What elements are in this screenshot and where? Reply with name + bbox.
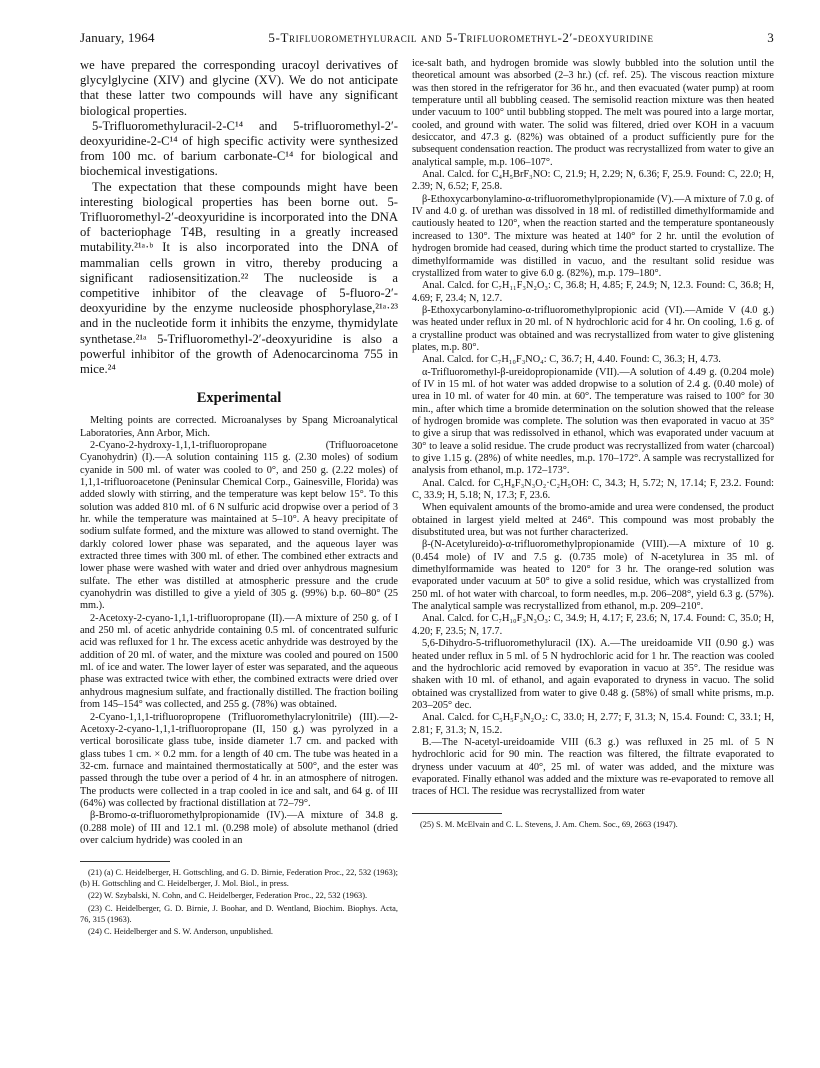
intro-paragraph: we have prepared the corresponding uracoyl derivatives of glycylglycine (XIV) and glycine (XV). We do not anticipate that these latter two compounds will have any significant biological properties. <box>80 58 398 118</box>
footnote-divider <box>412 813 502 814</box>
intro-paragraph: The expectation that these compounds might have been interesting biological properties has been borne out. 5-Trifluoromethyl-2′-deoxyuridine is incorporated into the DNA of bacteriophage T4B, resulting in a greatly increased mutability.²¹ᵃ·ᵇ It is also incorporated into the DNA of mammalian cells grown in vitro, thereby producing a significant radiosensitization.²² The nucleoside is a competitive inhibitor of the cleavage of 5-fluoro-2′-deoxyuridine by the enzyme nucleoside phosphorylase,²¹ᵃ·²³ and in the nucleotide form it inhibits the enzyme, thymidylate synthetase.²¹ᵃ 5-Trifluoromethyl-2′-deoxyuridine is also a powerful inhibitor of the growth of Adenocarcinoma 755 in mice.²⁴ <box>80 179 398 377</box>
footnote: (21) (a) C. Heidelberger, H. Gottschling, and G. D. Birnie, Federation Proc., 22, 532 (1963); (b) H. Gottschling and C. Heidelberger, J. Mol. Biol., in press. <box>80 868 398 888</box>
body-paragraph: 2-Cyano-2-hydroxy-1,1,1-trifluoropropane (Trifluoroacetone Cyanohydrin) (I).—A solution containing 115 g. (2.30 moles) of sodium cyanide in 500 ml. of water was cooled to 0°, and 250 g. (2.22 moles) of 1,1,1-trifluoroacetone (Peninsular Chemical Corp., Gainesville, Florida) was added slowly with stirring, and the temperature was kept below 15°. To this solution was added 810 ml. of 6 N sulfuric acid dropwise over a period of 3 hr. while the temperature was maintained at 5–10°. A heavy precipitate of sodium sulfate formed, and the mixture was allowed to stand overnight. The darkly colored lower phase was separated, and the aqueous layer was extracted three times with 300 ml. of ether. The combined ether extracts and lower phase were washed with water and dried over anhydrous magnesium sulfate. The ether was distilled at atmospheric pressure and the crude cyanohydrin was distilled to give a yield of 305 g. (99%) b.p. 60–80° (25 mm.). <box>80 439 398 612</box>
analysis-line: Anal. Calcd. for C₇H₁₀F₃NO₄: C, 36.7; H, 4.40. Found: C, 36.3; H, 4.73. <box>422 354 721 366</box>
page-number: 3 <box>767 30 774 45</box>
body-paragraph: β-Bromo-α-trifluoromethylpropionamide (IV).—A mixture of 34.8 g. (0.288 mole) of III and 12.1 ml. (0.298 mole) of absolute methanol (dried over calcium hydride) was cooled in an <box>80 810 398 846</box>
footnote-divider <box>80 861 170 862</box>
body-paragraph: B.—The N-acetyl-ureidoamide VIII (6.3 g.) was refluxed in 25 ml. of 5 N hydrochloric acid for 90 min. The reaction was filtered, the filtrate evaporated to dryness under vacuum at 40°, 25 ml. of water was added, and the mixture was evaporated. Finally ethanol was added and the mixture was re-evaporated to remove all traces of HCl. The residue was recrystallized from water <box>412 736 774 798</box>
analysis-line: Anal. Calcd. for C₅H₈F₃N₃O₂·C₂H₅OH: C, 34.3; H, 5.72; N, 17.14; F, 23.2. Found: C, 33.9; H, 5.18; N, 17.3; F, 23.6. <box>412 477 774 502</box>
body-paragraph: β-(N-Acetylureido)-α-trifluoromethylpropionamide (VIII).—A mixture of 10 g. (0.454 mole) of IV and 7.5 g. (0.735 mole) of N-acetylurea in 35 ml. of dimethylformamide was heated to 120° for 3 hr. The orange-red solution was evaporated under vacuum at 50° to give a solid residue, which was crystallized from 250 ml. of hot water with charcoal, to form needles, m.p. 206–208°, yield 6.3 g. (57%). The analytical sample was recrystallized from ethanol, m.p. 209–210°. <box>412 539 774 613</box>
body-paragraph: β-Ethoxycarbonylamino-α-trifluoromethylpropionamide (V).—A mixture of 7.0 g. of IV and 4.0 g. of urethan was dissolved in 18 ml. of redistilled dimethylformamide and cautiously heated to 120°, when the reaction started and the temperature spontaneously increased to 130°. The mixture was heated at 140° for 2 hr. until the evolution of hydrogen bromide had ceased, during which time the product started to crystallize. The dimethylformamide was distilled in vacuo, and the resultant solid residue was crystallized from water to give 6.0 g. (82%), m.p. 179–180°. <box>412 193 774 279</box>
running-title: 5-Trifluoromethyluracil and 5-Trifluoromethyl-2′-deoxyuridine <box>268 30 654 45</box>
footnote: (24) C. Heidelberger and S. W. Anderson, unpublished. <box>88 927 273 937</box>
analysis-line: Anal. Calcd. for C₇H₁₀F₃N₃O₃: C, 34.9; H, 4.17; F, 23.6; N, 17.4. Found: C, 35.0; H, 4.20; F, 23.5; N, 17.7. <box>412 613 774 637</box>
analysis-line: Anal. Calcd. for C₄H₅BrF₃NO: C, 21.9; H, 2.29; N, 6.36; F, 25.9. Found: C, 22.0; H, 2.39; N, 6.52; F, 25.8. <box>412 169 774 193</box>
body-paragraph: 5,6-Dihydro-5-trifluoromethyluracil (IX). A.—The ureidoamide VII (0.90 g.) was heated under reflux in 5 ml. of 5 N hydrochloric acid for 1 hr. The reaction was cooled and the hydrochloric acid removed by evaporation in vacuo at 35°. The residue was shaken with 10 ml. of ethanol, and again evaporated to dryness in vacuo. The solid obtained was crystallized from water to give 0.48 g. (58%) of small white prisms, m.p. 203–205° dec. <box>412 638 774 711</box>
body-paragraph: α-Trifluoromethyl-β-ureidopropionamide (VII).—A solution of 4.49 g. (0.204 mole) of IV in 15 ml. of hot water was added dropwise to a solution of 2.4 g. (0.40 mole) of urea in 10 ml. of water for 40 min. at 60°. The temperature was raised to 100° for 30 min., after which time a bromide determination on the solution showed that the release of hydrogen bromide was complete. The solution was then evaporated in vacuo at 35° to give a sirup that was redissolved in ethanol, which was evaporated under vacuum at 30° to leave a solid residue. The crude product was recrystallized from water (charcoal) to give 1.15 g. (28%) of white needles, m.p. 170–172°. A sample was recrystallized for analysis from ethanol, m.p. 172–173°. <box>412 366 774 477</box>
right-column <box>412 58 774 832</box>
section-heading-experimental: Experimental <box>196 390 282 407</box>
footnote: (22) W. Szybalski, N. Cohn, and C. Heidelberger, Federation Proc., 22, 532 (1963). <box>88 891 368 901</box>
body-paragraph: β-Ethoxycarbonylamino-α-trifluoromethylpropionic acid (VI).—Amide V (4.0 g.) was heated under reflux in 20 ml. of N hydrochloric acid for 4 hr. On cooling, 1.6 g. of a crystalline product was obtained and was recrystallized from water to give glistening plates, m.p. 80°. <box>412 304 774 353</box>
body-paragraph: When equivalent amounts of the bromo-amide and urea were condensed, the product obtained in largest yield melted at 246°. This compound was most probably the disubstituted urea, but was not further characterized. <box>412 502 774 539</box>
intro-paragraph: 5-Trifluoromethyluracil-2-C¹⁴ and 5-trifluoromethyl-2′-deoxyuridine-2-C¹⁴ of high specific activity were synthesized from 100 mc. of barium carbonate-C¹⁴ for biological and biochemical investigations. <box>80 118 398 179</box>
analysis-line: Anal. Calcd. for C₅H₅F₃N₂O₂: C, 33.0; H, 2.77; F, 31.3; N, 15.4. Found: C, 33.1; H, 2.81; F, 31.3; N, 15.2. <box>412 712 774 736</box>
body-paragraph: Melting points are corrected. Microanalyses by Spang Microanalytical Laboratories, Ann Arbor, Mich. <box>80 415 398 439</box>
body-paragraph: 2-Acetoxy-2-cyano-1,1,1-trifluoropropane (II).—A mixture of 250 g. of I and 250 ml. of acetic anhydride containing 0.5 ml. of concentrated sulfuric acid was refluxed for 1 hr. The excess acetic anhydride was destroyed by the addition of 20 ml. of water, and the mixture was cooled and poured on 1500 ml. of ice and water. The lower layer of ester was separated, and the aqueous phase was extracted twice with ether, the combined extracts were dried over anhydrous magnesium sulfate, and fractionally distilled. The fraction boiling from 145–154° was collected, and 255 g. (78%) was obtained. <box>80 612 398 711</box>
left-column <box>80 58 398 940</box>
footnote: (23) C. Heidelberger, G. D. Birnie, J. Boohar, and D. Wentland, Biochim. Biophys. Acta, 76, 315 (1963). <box>80 904 398 924</box>
footnote: (25) S. M. McElvain and C. L. Stevens, J. Am. Chem. Soc., 69, 2663 (1947). <box>420 819 678 829</box>
analysis-line: Anal. Calcd. for C₇H₁₁F₃N₂O₃: C, 36.8; H, 4.85; F, 24.9; N, 12.3. Found: C, 36.8; H, 4.69; F, 23.4; N, 12.7. <box>412 280 774 304</box>
body-paragraph: ice-salt bath, and hydrogen bromide was slowly bubbled into the solution until the theoretical amount was absorbed (2–3 hr.) (cf. ref. 25). The viscous reaction mixture was then stored in the refrigerator for 36 hr., and then evacuated (water pump) at room temperature until all bubbling ceased. The semisolid reaction mixture was then heated under vacuum to 100° until bubbling stopped. The melt was poured into a large mortar, cooled, and ground with water. The solid was filtered, dried over KOH in a vacuum desiccator, and 47.3 g. (82%) was obtained of a product sufficiently pure for the subsequent condensation reaction. The product was recrystallized from water to give an analytical sample, m.p. 106–107°. <box>412 58 774 168</box>
body-paragraph: 2-Cyano-1,1,1-trifluoropropene (Trifluoromethylacrylonitrile) (III).—2-Acetoxy-2-cyano-1,1,1-trifluoropropane (II, 150 g.) was pyrolyzed in a vertical borosilicate glass tube, inside diameter 1.7 cm. and packed with glass tubes 1 cm. × 0.2 mm. for a length of 40 cm. The tube was heated in a 32-cm. furnace and maintained thermostatically at 500°, and the ester was passed through the tube over a period of 4 hr. in an atmosphere of nitrogen. The products were collected in a trap cooled in ice and salt, and 64 g. of III (64%) was collected by fractional distillation at 72–79°. <box>80 711 398 809</box>
running-header <box>80 30 774 50</box>
issue-date: January, 1964 <box>80 30 155 45</box>
